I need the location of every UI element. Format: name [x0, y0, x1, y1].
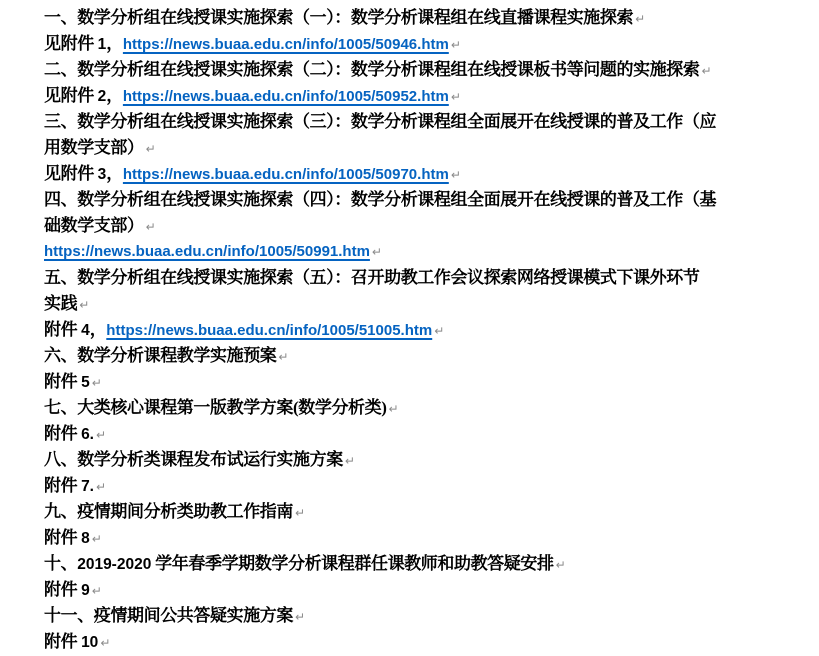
document-line: [44, 265, 789, 291]
paragraph-mark-icon: ↵: [145, 220, 156, 234]
paragraph-mark-icon: ↵: [91, 532, 102, 546]
document-line: [44, 187, 789, 213]
hyperlink[interactable]: https://news.buaa.edu.cn/info/1005/51005.htm: [106, 322, 433, 339]
numeric-run: 9: [81, 582, 90, 599]
hyperlink[interactable]: https://news.buaa.edu.cn/info/1005/50991.htm: [44, 243, 370, 260]
document-lines: [44, 5, 789, 655]
text-run: 附件: [44, 632, 82, 651]
document-line: [44, 213, 789, 239]
paragraph-mark-icon: ↵: [450, 90, 461, 104]
numeric-run: 5: [81, 374, 90, 391]
paragraph-mark-icon: ↵: [145, 142, 156, 156]
paragraph-mark-icon: ↵: [91, 584, 102, 598]
text-run: 五、数学分析组在线授课实施探索（五）：召开助教工作会议探索网络授课模式下课外环节: [44, 268, 700, 287]
paragraph-mark-icon: ↵: [371, 245, 382, 259]
paragraph-mark-icon: ↵: [450, 168, 461, 182]
text-run: ，: [106, 164, 123, 183]
text-run: 七、大类核心课程第一版教学方案(数学分析类): [44, 398, 387, 417]
document-line: [44, 447, 789, 473]
paragraph-mark-icon: ↵: [635, 12, 646, 26]
document-line: [44, 83, 789, 109]
paragraph-mark-icon: ↵: [100, 636, 111, 650]
paragraph-mark-icon: ↵: [295, 610, 306, 624]
document-line: [44, 499, 789, 525]
document-line: [44, 421, 789, 447]
numeric-run: 3: [97, 166, 107, 183]
numeric-run: 4: [81, 322, 90, 339]
document-line: [44, 317, 789, 343]
text-run: 见附件: [44, 86, 98, 105]
text-run: 十一、疫情期间公共答疑实施方案: [44, 606, 293, 625]
document-line: [44, 629, 789, 655]
document-line: [44, 57, 789, 83]
paragraph-mark-icon: ↵: [295, 506, 306, 520]
text-run: 实践: [44, 294, 78, 313]
numeric-run: 1: [97, 36, 107, 53]
document-line: [44, 291, 789, 317]
text-run: 八、数学分析类课程发布试运行实施方案: [44, 450, 343, 469]
numeric-run: 10: [81, 634, 99, 651]
text-run: 六、数学分析课程教学实施预案: [44, 346, 277, 365]
paragraph-mark-icon: ↵: [555, 558, 566, 572]
text-run: 三、数学分析组在线授课实施探索（三）：数学分析课程组全面展开在线授课的普及工作（应: [44, 112, 717, 131]
document-line: [44, 603, 789, 629]
text-run: 附件: [44, 476, 82, 495]
document-line: [44, 343, 789, 369]
text-run: 用数学支部）: [44, 138, 144, 157]
numeric-run: 2019-2020: [77, 556, 152, 573]
text-run: 四、数学分析组在线授课实施探索（四）：数学分析课程组全面展开在线授课的普及工作（基: [44, 190, 717, 209]
hyperlink[interactable]: https://news.buaa.edu.cn/info/1005/50952.htm: [122, 88, 449, 105]
document-line: [44, 369, 789, 395]
paragraph-mark-icon: ↵: [344, 454, 355, 468]
paragraph-mark-icon: ↵: [96, 480, 107, 494]
document-line: [44, 239, 789, 265]
paragraph-mark-icon: ↵: [96, 428, 107, 442]
text-run: 础数学支部）: [44, 216, 144, 235]
text-run: 附件: [44, 528, 82, 547]
paragraph-mark-icon: ↵: [278, 350, 289, 364]
numeric-run: 8: [81, 530, 90, 547]
text-run: 一、数学分析组在线授课实施探索（一）：数学分析课程组在线直播课程实施探索: [44, 8, 634, 27]
text-run: 学年春季学期数学分析课程群任课教师和助教答疑安排: [151, 554, 554, 573]
numeric-run: 7.: [81, 478, 94, 495]
document-line: [44, 577, 789, 603]
text-run: 附件: [44, 320, 82, 339]
document-line: [44, 161, 789, 187]
text-run: 十、: [44, 554, 78, 573]
text-run: 九、疫情期间分析类助教工作指南: [44, 502, 293, 521]
text-run: 见附件: [44, 164, 98, 183]
document-line: [44, 395, 789, 421]
text-run: 附件: [44, 372, 82, 391]
paragraph-mark-icon: ↵: [434, 324, 445, 338]
text-run: 见附件: [44, 34, 98, 53]
text-run: 附件: [44, 424, 82, 443]
paragraph-mark-icon: ↵: [450, 38, 461, 52]
paragraph-mark-icon: ↵: [388, 402, 399, 416]
document-line: [44, 473, 789, 499]
paragraph-mark-icon: ↵: [91, 376, 102, 390]
text-run: ，: [106, 86, 123, 105]
numeric-run: 2: [97, 88, 107, 105]
document-line: [44, 525, 789, 551]
text-run: 二、数学分析组在线授课实施探索（二）：数学分析课程组在线授课板书等问题的实施探索: [44, 60, 700, 79]
document-line: [44, 135, 789, 161]
paragraph-mark-icon: ↵: [79, 298, 90, 312]
document-line: [44, 551, 789, 577]
hyperlink[interactable]: https://news.buaa.edu.cn/info/1005/50946.htm: [122, 36, 449, 53]
paragraph-mark-icon: ↵: [701, 64, 712, 78]
document-line: [44, 109, 789, 135]
document-line: [44, 31, 789, 57]
text-run: ，: [89, 320, 107, 339]
text-run: ，: [106, 34, 123, 53]
numeric-run: 6.: [81, 426, 94, 443]
document-line: [44, 5, 789, 31]
hyperlink[interactable]: https://news.buaa.edu.cn/info/1005/50970.htm: [122, 166, 449, 183]
text-run: 附件: [44, 580, 82, 599]
